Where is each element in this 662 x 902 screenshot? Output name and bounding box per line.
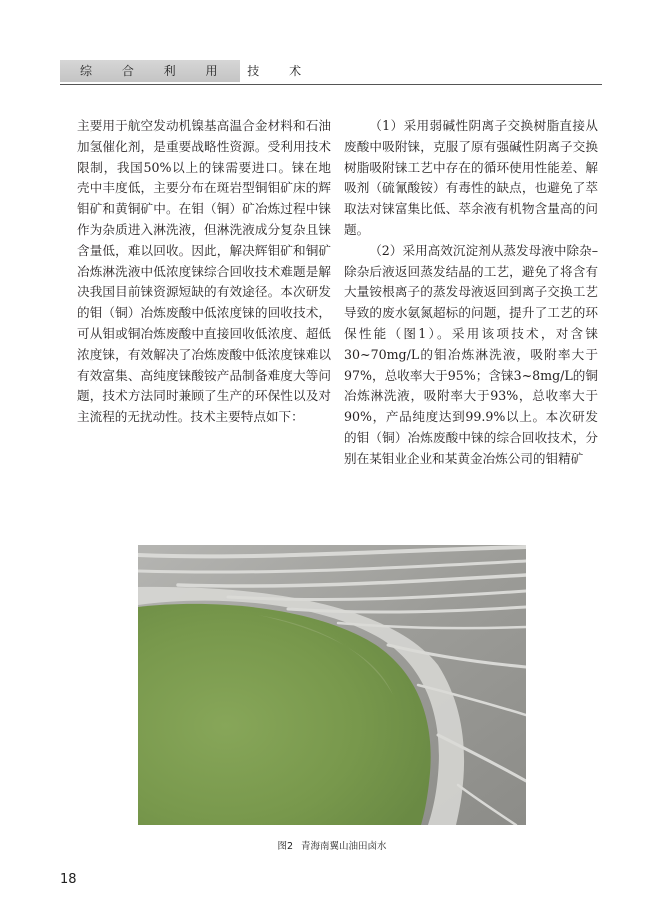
figure-caption-text: 青海南翼山油田卤水 <box>301 841 387 852</box>
figure-photo <box>138 545 526 825</box>
paragraph: （2）采用高效沉淀剂从蒸发母液中除杂–除杂后液返回蒸发结晶的工艺，避免了将含有大量铵根离子的蒸发母液返回到离子交换工艺导致的废水氨氮超标的问题，提升了工艺的环保性能（图1）。采用该项技术，对含铼30~70mg/L的钼冶炼淋洗液，吸附率大于97%，总收率大于95%；含铼3~8mg/L的铜冶炼淋洗液，吸附率大于93%，总收率大于90%，产品纯度达到99.9%以上。本次研发的钼（铜）冶炼废酸中铼的综合回收技术，分别在某钼业企业和某黄金冶炼公司的钼精矿 <box>344 242 598 466</box>
brine-lake-photo <box>138 545 526 825</box>
figure-caption <box>138 838 526 852</box>
right-column <box>344 116 598 470</box>
page-number: 18 <box>60 872 77 887</box>
paragraph: （1）采用弱碱性阴离子交换树脂直接从废酸中吸附铼，克服了原有强碱性阴离子交换树脂吸附铼工艺中存在的循环使用性能差、解吸剂（硫氰酸铵）有毒性的缺点，也避免了萃取法对铼富集比低、萃余液有机物含量高的问题。 <box>344 118 598 237</box>
section-title: 综 合 利 用 技 术 <box>80 64 315 78</box>
figure-number: 图2 <box>277 841 294 852</box>
paragraph: 主要用于航空发动机镍基高温合金材料和石油加氢催化剂，是重要战略性资源。受利用技术限制，我国50%以上的铼需要进口。铼在地壳中丰度低，主要分布在斑岩型铜钼矿床的辉钼矿和黄铜矿中。在钼（铜）矿冶炼过程中铼作为杂质进入淋洗液，但淋洗液成分复杂且铼含量低，难以回收。因此，解决辉钼矿和铜矿冶炼淋洗液中低浓度铼综合回收技术难题是解决我国目前铼资源短缺的有效途径。本次研发的钼（铜）冶炼废酸中低浓度铼的回收技术，可从钼或铜冶炼废酸中直接回收低浓度、超低浓度铼，有效解决了冶炼废酸中低浓度铼难以有效富集、高纯度铼酸铵产品制备难度大等问题，技术方法同时兼顾了生产的环保性以及对主流程的无扰动性。技术主要特点如下： <box>77 118 331 425</box>
left-column <box>77 116 331 428</box>
header-rule <box>60 84 602 85</box>
